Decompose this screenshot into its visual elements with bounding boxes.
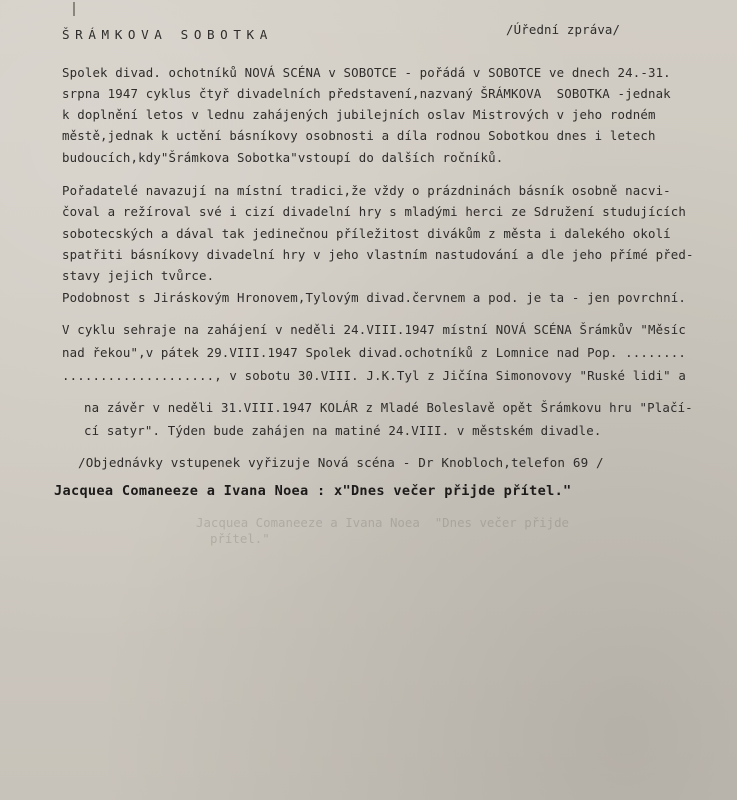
body-line: na závěr v neděli 31.VIII.1947 KOLÁR z Mladé Boleslavě opět Šrámkovu hru "Plačí- — [84, 400, 693, 415]
ticket-orders-note: /Objednávky vstupenek vyřizuje Nová scéna - Dr Knobloch,telefon 69 / — [78, 455, 604, 470]
body-line: k doplnění letos v lednu zahájených jubilejních oslav Mistrových v jeho rodném — [62, 107, 656, 122]
body-line: budoucích,kdy"Šrámkova Sobotka"vstoupí do dalších ročníků. — [62, 150, 504, 165]
body-line: V cyklu sehraje na zahájení v neděli 24.VIII.1947 místní NOVÁ SCÉNA Šrámkův "Měsíc — [62, 322, 687, 337]
play-title-heading: Jacquea Comaneeze a Ivana Noea : x"Dnes večer přijde přítel." — [54, 483, 572, 499]
show-through-text: přítel." — [210, 531, 270, 546]
document-title: ŠRÁMKOVA SOBOTKA — [62, 27, 273, 42]
body-line: městě,jednak k uctění básníkovy osobnosti a díla rodnou Sobotkou dnes i letech — [62, 128, 656, 143]
body-line: sobotecských a dával tak jedinečnou příležitost divákům z města i dalekého okolí — [62, 226, 671, 241]
show-through-text: Jacquea Comaneeze a Ivana Noea "Dnes večer přijde — [196, 515, 569, 530]
body-line: čoval a režíroval své i cizí divadelní hry s mladými herci ze Sdružení studujících — [62, 204, 687, 219]
body-line: Podobnost s Jiráskovým Hronovem,Tylovým divad.červnem a pod. je ta - jen povrchní. — [62, 290, 687, 305]
body-line: Pořadatelé navazují na místní tradici,že vždy o prázdninách básník osobně nacvi- — [62, 183, 671, 198]
body-line: spatřiti básníkovy divadelní hry v jeho vlastním nastudování a dle jeho přímé před- — [62, 247, 694, 262]
body-line: srpna 1947 cyklus čtyř divadelních představení,nazvaný ŠRÁMKOVA SOBOTKA -jednak — [62, 86, 671, 101]
body-line: nad řekou",v pátek 29.VIII.1947 Spolek divad.ochotníků z Lomnice nad Pop. ........ — [62, 345, 687, 360]
official-note: /Úřední zpráva/ — [506, 22, 621, 37]
body-line: ...................., v sobotu 30.VIII. J.K.Tyl z Jičína Simonovovy "Ruské lidi" a — [62, 368, 687, 383]
margin-mark — [73, 2, 75, 16]
body-line: Spolek divad. ochotníků NOVÁ SCÉNA v SOBOTCE - pořádá v SOBOTCE ve dnech 24.-31. — [62, 65, 671, 80]
body-line: cí satyr". Týden bude zahájen na matiné 24.VIII. v městském divadle. — [84, 423, 602, 438]
body-line: stavy jejich tvůrce. — [62, 268, 215, 283]
